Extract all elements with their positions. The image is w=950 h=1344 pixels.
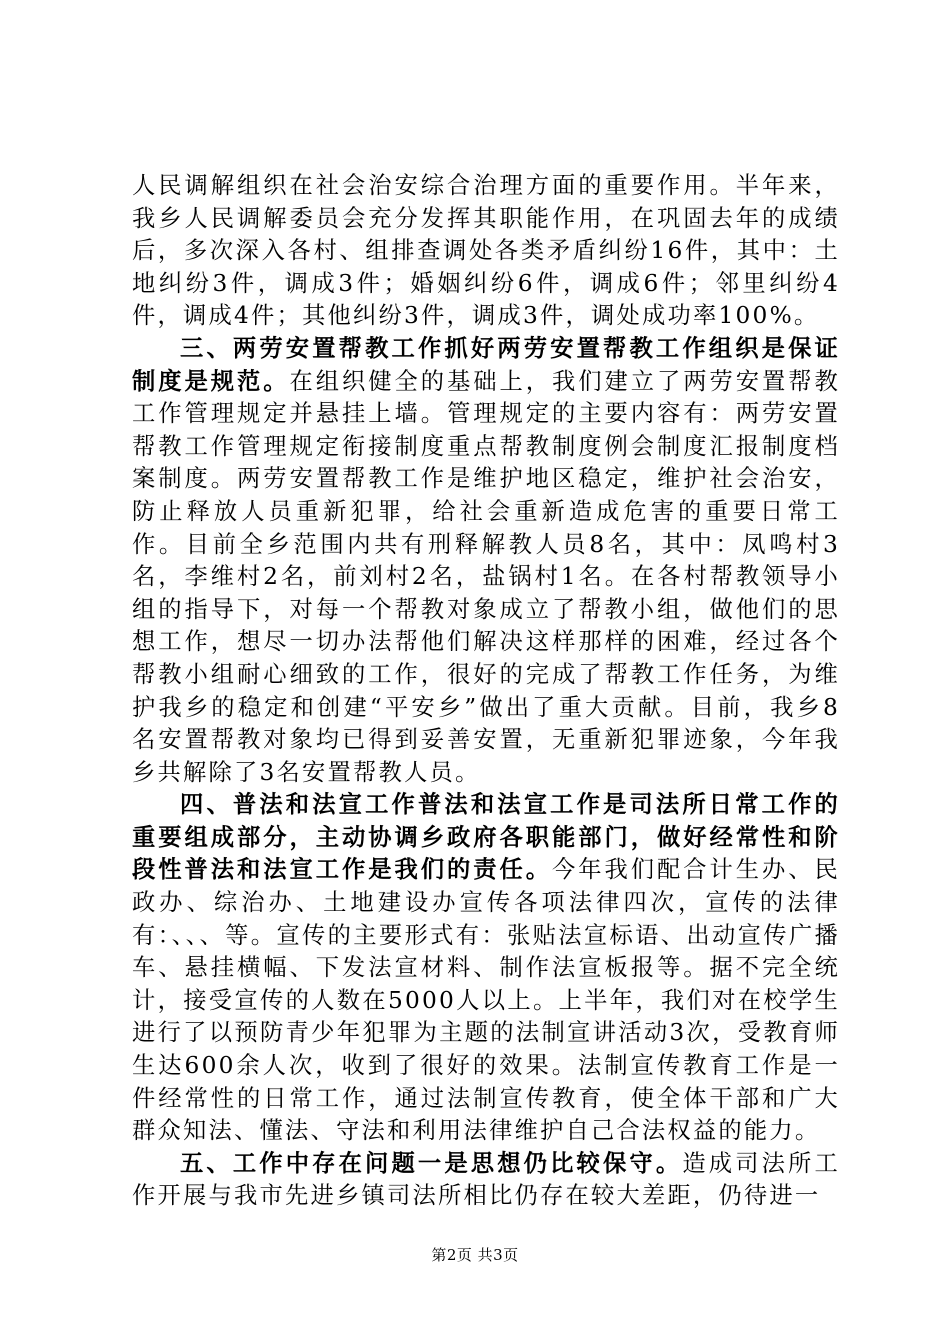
paragraph-resettlement — [132, 333, 840, 789]
paragraph-text: 造成司法所工作开展与我市先进乡镇司法所相比仍存在较大差距，仍待进一 — [132, 1149, 840, 1210]
document-body — [132, 170, 840, 1213]
paragraph-problems — [132, 1148, 840, 1213]
paragraph-mediation — [132, 170, 840, 333]
paragraph-lead: 四、普法和法宣工作普法和法宣工作是司法所日常工作的重要组成部分，主动协调乡政府各职能部门，做好经常性和阶段性普法和法宣工作是我们的责任。 — [132, 791, 840, 884]
paragraph-lead: 五、工作中存在问题一是思想仍比较保守。 — [180, 1149, 683, 1177]
paragraph-text: 在组织健全的基础上，我们建立了两劳安置帮教工作管理规定并悬挂上墙。管理规定的主要内容有：两劳安置帮教工作管理规定衔接制度重点帮教制度例会制度汇报制度档案制度。两劳安置帮教工作是维护地区稳定，维护社会治安，防止释放人员重新犯罪，给社会重新造成危害的重要日常工作。目前全乡范围内共有刑释解教人员8名，其中：凤鸣村3名，李维村2名，前刘村2名，盐锅村1名。在各村帮教领导小组的指导下，对每一个帮教对象成立了帮教小组，做他们的思想工作，想尽一切办法帮他们解决这样那样的困难，经过各个帮教小组耐心细致的工作，很好的完成了帮教工作任务，为维护我乡的稳定和创建“平安乡”做出了重大贡献。目前，我乡8名安置帮教对象均已得到妥善安置，无重新犯罪迹象，今年我乡共解除了3名安置帮教人员。 — [132, 367, 840, 786]
paragraph-legal-education — [132, 789, 840, 1148]
page-footer: 第2页 共3页 — [431, 1246, 519, 1264]
paragraph-text: 人民调解组织在社会治安综合治理方面的重要作用。半年来，我乡人民调解委员会充分发挥其职能作用，在巩固去年的成绩后，多次深入各村、组排查调处各类矛盾纠纷16件，其中：土地纠纷3件，调成3件；婚姻纠纷6件，调成6件；邻里纠纷4件，调成4件；其他纠纷3件，调成3件，调处成功率100%。 — [132, 172, 840, 330]
paragraph-lead: 三、两劳安置帮教工作抓好两劳安置帮教工作组织是保证制度是规范。 — [132, 334, 840, 395]
paragraph-text: 今年我们配合计生办、民政办、综治办、土地建设办宣传各项法律四次，宣传的法律有：、、、等。宣传的主要形式有：张贴法宣标语、出动宣传广播车、悬挂横幅、下发法宣材料、制作法宣板报等。据不完全统计，接受宣传的人数在5000人以上。上半年，我们对在校学生进行了以预防青少年犯罪为主题的法制宣讲活动3次，受教育师生达600余人次，收到了很好的效果。法制宣传教育工作是一件经常性的日常工作，通过法制宣传教育，使全体干部和广大群众知法、懂法、守法和利用法律维护自己合法权益的能力。 — [132, 856, 840, 1145]
